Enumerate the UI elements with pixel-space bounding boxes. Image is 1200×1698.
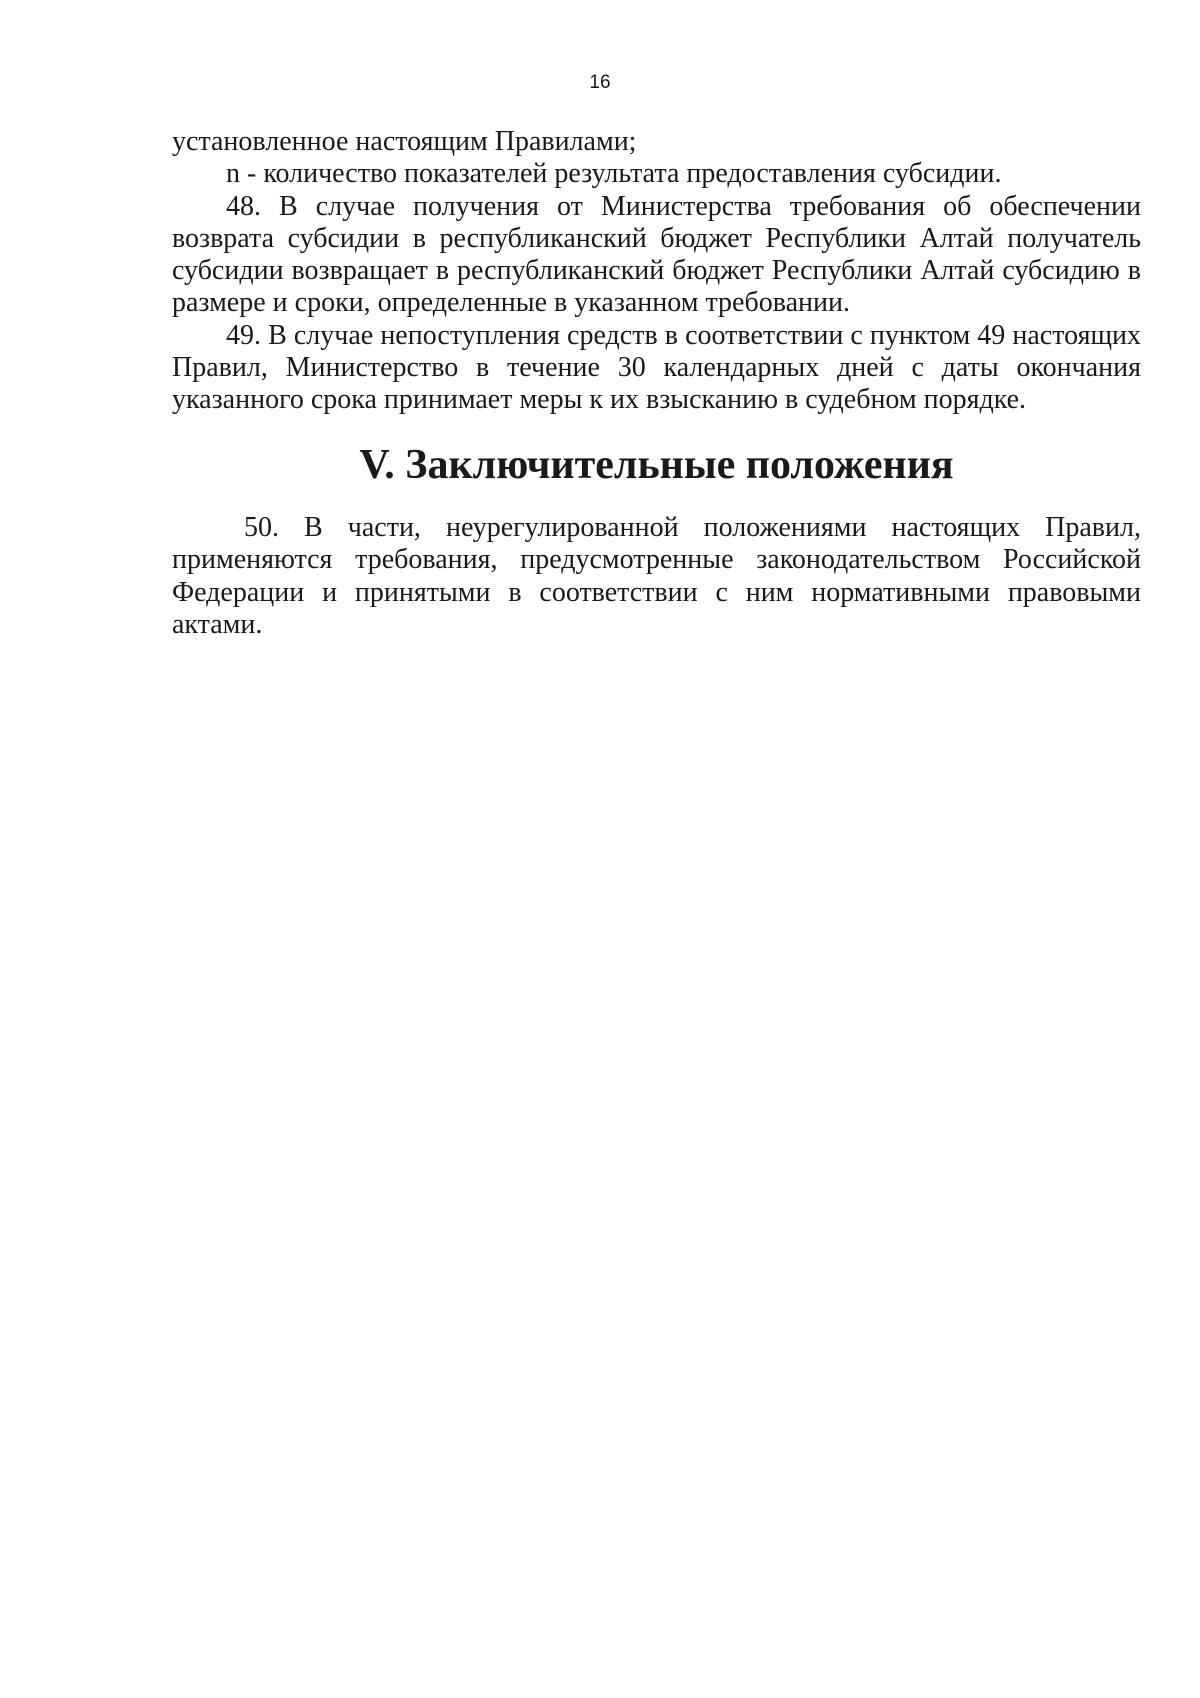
document-body — [172, 126, 1141, 641]
paragraph-n-definition: n - количество показателей результата предоставления субсидии. — [226, 158, 1002, 190]
section-heading: V. Заключительные положения — [359, 441, 954, 488]
paragraph-50: 50. В части, неурегулированной положениями настоящих Правил, применяются требования, предусмотренные законодательством Российской Федерации и принятыми в соответствии с ним нормативными правовыми актами. — [172, 511, 1141, 640]
paragraph-continuation: установленное настоящим Правилами; — [172, 126, 637, 157]
paragraph-49: 49. В случае непоступления средств в соответствии с пунктом 49 настоящих Правил, Министерство в течение 30 календарных дней с даты окончания указанного срока принимает меры к их взысканию в судебном порядке. — [172, 319, 1141, 416]
page-number: 16 — [589, 72, 611, 93]
paragraph-48: 48. В случае получения от Министерства требования об обеспечении возврата субсидии в республиканский бюджет Республики Алтай получатель субсидии возвращает в республиканский бюджет Республики Алтай субсидию в размере и сроки, определенные в указанном требовании. — [172, 190, 1141, 319]
